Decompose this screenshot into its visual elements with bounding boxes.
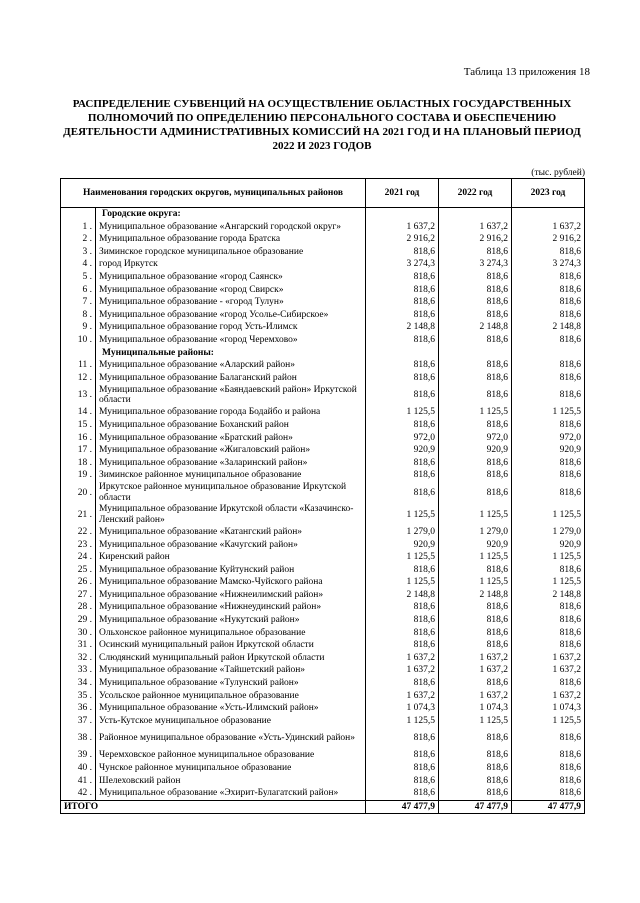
- municipality-name: Муниципальное образование «Жигаловский район»: [96, 444, 366, 457]
- cell-2023: 818,6: [512, 639, 585, 652]
- cell-2023: 818,6: [512, 601, 585, 614]
- row-number: 11 .: [61, 359, 96, 372]
- cell-2023: 1 279,0: [512, 526, 585, 539]
- row-number: [61, 208, 96, 221]
- cell-2023: 1 074,3: [512, 702, 585, 715]
- cell-2023: 818,6: [512, 359, 585, 372]
- row-number: [61, 347, 96, 360]
- table-row: [61, 321, 585, 334]
- row-number: 4 .: [61, 258, 96, 271]
- row-number: 15 .: [61, 419, 96, 432]
- cell-2022: [439, 208, 512, 221]
- cell-2021: 818,6: [366, 762, 439, 775]
- header-2023: 2023 год: [512, 179, 585, 208]
- cell-2022: 1 125,5: [439, 715, 512, 728]
- cell-2021: 1 279,0: [366, 526, 439, 539]
- cell-2023: 818,6: [512, 614, 585, 627]
- municipality-name: Шелеховский район: [96, 775, 366, 788]
- cell-2022: 1 074,3: [439, 702, 512, 715]
- cell-2022: 818,6: [439, 627, 512, 640]
- cell-2021: 818,6: [366, 384, 439, 406]
- table-row: [61, 444, 585, 457]
- municipality-name: Муниципальное образование «Качугский район»: [96, 538, 366, 551]
- cell-2023: 818,6: [512, 749, 585, 762]
- table-row: [61, 457, 585, 470]
- table-row: [61, 664, 585, 677]
- cell-2021: 818,6: [366, 601, 439, 614]
- cell-2021: 818,6: [366, 727, 439, 749]
- cell-2023: 1 125,5: [512, 715, 585, 728]
- cell-2021: 972,0: [366, 432, 439, 445]
- row-number: 17 .: [61, 444, 96, 457]
- cell-2022: 818,6: [439, 384, 512, 406]
- municipality-name: Муниципальное образование «Аларский район»: [96, 359, 366, 372]
- row-number: 21 .: [61, 504, 96, 526]
- municipality-name: Чунское районное муниципальное образование: [96, 762, 366, 775]
- cell-2023: 1 125,5: [512, 406, 585, 419]
- row-number: 33 .: [61, 664, 96, 677]
- row-number: 16 .: [61, 432, 96, 445]
- cell-2022: 818,6: [439, 727, 512, 749]
- cell-2023: [512, 347, 585, 360]
- municipality-name: Иркутское районное муниципальное образование Иркутской области: [96, 482, 366, 504]
- row-number: 2 .: [61, 233, 96, 246]
- municipality-name: Муниципальное образование «город Свирск»: [96, 284, 366, 297]
- cell-2021: 3 274,3: [366, 258, 439, 271]
- cell-2021: 920,9: [366, 444, 439, 457]
- cell-2022: 818,6: [439, 334, 512, 347]
- municipality-name: Муниципальное образование «Ангарский городской округ»: [96, 221, 366, 234]
- cell-2022: 1 125,5: [439, 576, 512, 589]
- municipality-name: Муниципальное образование города Бодайбо и района: [96, 406, 366, 419]
- cell-2021: 1 074,3: [366, 702, 439, 715]
- row-number: 42 .: [61, 787, 96, 800]
- cell-2021: 818,6: [366, 564, 439, 577]
- municipality-name: Муниципальное образование «город Черемхово»: [96, 334, 366, 347]
- municipality-name: Муниципальное образование города Братска: [96, 233, 366, 246]
- table-row: [61, 432, 585, 445]
- cell-2021: 818,6: [366, 787, 439, 800]
- municipality-name: Слюдянский муниципальный район Иркутской области: [96, 652, 366, 665]
- cell-2021: 818,6: [366, 457, 439, 470]
- cell-2021: 818,6: [366, 296, 439, 309]
- section-row: [61, 208, 585, 221]
- cell-2023: 1 125,5: [512, 551, 585, 564]
- total-row: [61, 800, 585, 813]
- cell-2022: 1 637,2: [439, 221, 512, 234]
- table-row: [61, 406, 585, 419]
- cell-2022: 818,6: [439, 284, 512, 297]
- row-number: 25 .: [61, 564, 96, 577]
- cell-2023: 1 637,2: [512, 652, 585, 665]
- table-row: [61, 233, 585, 246]
- row-number: 26 .: [61, 576, 96, 589]
- cell-2023: 818,6: [512, 482, 585, 504]
- municipality-name: город Иркутск: [96, 258, 366, 271]
- municipality-name: Муниципальное образование «Катангский район»: [96, 526, 366, 539]
- cell-2022: 818,6: [439, 296, 512, 309]
- municipality-name: Усольское районное муниципальное образование: [96, 690, 366, 703]
- header-name: Наименования городских округов, муниципальных районов: [61, 179, 366, 208]
- cell-2021: 818,6: [366, 775, 439, 788]
- total-2023: 47 477,9: [512, 800, 585, 813]
- cell-2022: 818,6: [439, 271, 512, 284]
- cell-2021: 818,6: [366, 284, 439, 297]
- cell-2022: 1 125,5: [439, 406, 512, 419]
- cell-2022: 1 125,5: [439, 551, 512, 564]
- cell-2023: 920,9: [512, 538, 585, 551]
- table-row: [61, 359, 585, 372]
- cell-2021: 1 125,5: [366, 551, 439, 564]
- municipality-name: Киренский район: [96, 551, 366, 564]
- section-heading: Муниципальные районы:: [96, 347, 366, 360]
- cell-2023: 1 125,5: [512, 504, 585, 526]
- cell-2021: 818,6: [366, 309, 439, 322]
- cell-2022: 818,6: [439, 309, 512, 322]
- cell-2022: 920,9: [439, 444, 512, 457]
- cell-2023: 818,6: [512, 787, 585, 800]
- cell-2023: 3 274,3: [512, 258, 585, 271]
- row-number: 20 .: [61, 482, 96, 504]
- row-number: 5 .: [61, 271, 96, 284]
- municipality-name: Муниципальное образование «Эхирит-Булагатский район»: [96, 787, 366, 800]
- cell-2023: 818,6: [512, 762, 585, 775]
- cell-2021: 818,6: [366, 614, 439, 627]
- table-row: [61, 627, 585, 640]
- row-number: 30 .: [61, 627, 96, 640]
- cell-2023: 818,6: [512, 677, 585, 690]
- row-number: 23 .: [61, 538, 96, 551]
- cell-2023: 818,6: [512, 372, 585, 385]
- cell-2022: 2 148,8: [439, 321, 512, 334]
- municipality-name: Муниципальное образование «Заларинский район»: [96, 457, 366, 470]
- cell-2023: 818,6: [512, 334, 585, 347]
- cell-2022: 818,6: [439, 639, 512, 652]
- header-2021: 2021 год: [366, 179, 439, 208]
- row-number: 38 .: [61, 727, 96, 749]
- cell-2022: 2 148,8: [439, 589, 512, 602]
- cell-2021: 818,6: [366, 271, 439, 284]
- total-label: ИТОГО: [61, 800, 366, 813]
- table-row: [61, 221, 585, 234]
- cell-2021: [366, 347, 439, 360]
- row-number: 7 .: [61, 296, 96, 309]
- cell-2023: 1 637,2: [512, 690, 585, 703]
- table-row: [61, 690, 585, 703]
- cell-2021: 818,6: [366, 639, 439, 652]
- municipality-name: Муниципальное образование Балаганский район: [96, 372, 366, 385]
- cell-2023: 818,6: [512, 384, 585, 406]
- row-number: 35 .: [61, 690, 96, 703]
- row-number: 6 .: [61, 284, 96, 297]
- units-label: (тыс. рублей): [531, 168, 585, 178]
- cell-2021: 1 637,2: [366, 664, 439, 677]
- cell-2021: 818,6: [366, 419, 439, 432]
- table-row: [61, 504, 585, 526]
- cell-2022: 818,6: [439, 601, 512, 614]
- cell-2021: 818,6: [366, 627, 439, 640]
- table-row: [61, 296, 585, 309]
- cell-2021: 1 637,2: [366, 221, 439, 234]
- table-row: [61, 334, 585, 347]
- table-row: [61, 614, 585, 627]
- section-heading: Городские округа:: [96, 208, 366, 221]
- cell-2022: 818,6: [439, 787, 512, 800]
- cell-2023: 920,9: [512, 444, 585, 457]
- row-number: 19 .: [61, 469, 96, 482]
- table-row: [61, 469, 585, 482]
- cell-2021: 818,6: [366, 334, 439, 347]
- row-number: 22 .: [61, 526, 96, 539]
- row-number: 36 .: [61, 702, 96, 715]
- table-row: [61, 762, 585, 775]
- cell-2022: 818,6: [439, 372, 512, 385]
- cell-2021: 2 148,8: [366, 321, 439, 334]
- municipality-name: Усть-Кутское муниципальное образование: [96, 715, 366, 728]
- municipality-name: Муниципальное образование «город Усолье-Сибирское»: [96, 309, 366, 322]
- cell-2022: 818,6: [439, 246, 512, 259]
- table-row: [61, 677, 585, 690]
- cell-2021: 920,9: [366, 538, 439, 551]
- row-number: 9 .: [61, 321, 96, 334]
- cell-2022: 818,6: [439, 762, 512, 775]
- table-row: [61, 749, 585, 762]
- row-number: 13 .: [61, 384, 96, 406]
- subsidies-table: [60, 178, 585, 814]
- cell-2023: 818,6: [512, 775, 585, 788]
- section-row: [61, 347, 585, 360]
- row-number: 39 .: [61, 749, 96, 762]
- municipality-name: Муниципальное образование «Нижнеилимский район»: [96, 589, 366, 602]
- cell-2023: 1 637,2: [512, 664, 585, 677]
- table-row: [61, 538, 585, 551]
- table-row: [61, 482, 585, 504]
- cell-2023: 1 637,2: [512, 221, 585, 234]
- cell-2022: 3 274,3: [439, 258, 512, 271]
- cell-2022: 1 637,2: [439, 690, 512, 703]
- cell-2022: [439, 347, 512, 360]
- table-row: [61, 589, 585, 602]
- cell-2023: 1 125,5: [512, 576, 585, 589]
- cell-2021: 1 637,2: [366, 690, 439, 703]
- total-2021: 47 477,9: [366, 800, 439, 813]
- table-row: [61, 775, 585, 788]
- cell-2021: 818,6: [366, 677, 439, 690]
- table-row: [61, 551, 585, 564]
- municipality-name: Муниципальное образование «Баяндаевский район» Иркутской области: [96, 384, 366, 406]
- cell-2023: 818,6: [512, 296, 585, 309]
- municipality-name: Муниципальное образование «Нижнеудинский район»: [96, 601, 366, 614]
- row-number: 37 .: [61, 715, 96, 728]
- cell-2023: 818,6: [512, 469, 585, 482]
- cell-2022: 818,6: [439, 457, 512, 470]
- cell-2022: 972,0: [439, 432, 512, 445]
- table-header-row: [61, 179, 585, 208]
- cell-2021: 818,6: [366, 749, 439, 762]
- row-number: 40 .: [61, 762, 96, 775]
- cell-2023: 818,6: [512, 727, 585, 749]
- cell-2021: 818,6: [366, 372, 439, 385]
- table-caption: Таблица 13 приложения 18: [463, 66, 590, 78]
- table-row: [61, 601, 585, 614]
- table-row: [61, 271, 585, 284]
- header-2022: 2022 год: [439, 179, 512, 208]
- municipality-name: Зиминское городское муниципальное образование: [96, 246, 366, 259]
- cell-2021: [366, 208, 439, 221]
- row-number: 32 .: [61, 652, 96, 665]
- cell-2023: 818,6: [512, 564, 585, 577]
- cell-2022: 920,9: [439, 538, 512, 551]
- cell-2021: 1 637,2: [366, 652, 439, 665]
- municipality-name: Муниципальное образование Иркутской области «Казачинско-Ленский район»: [96, 504, 366, 526]
- cell-2021: 2 148,8: [366, 589, 439, 602]
- table-row: [61, 715, 585, 728]
- cell-2023: 2 148,8: [512, 589, 585, 602]
- row-number: 29 .: [61, 614, 96, 627]
- cell-2023: 818,6: [512, 246, 585, 259]
- table-row: [61, 309, 585, 322]
- table-row: [61, 702, 585, 715]
- cell-2021: 1 125,5: [366, 504, 439, 526]
- municipality-name: Муниципальное образование «Усть-Илимский район»: [96, 702, 366, 715]
- table-row: [61, 639, 585, 652]
- cell-2023: 818,6: [512, 309, 585, 322]
- table-row: [61, 787, 585, 800]
- row-number: 34 .: [61, 677, 96, 690]
- cell-2022: 1 279,0: [439, 526, 512, 539]
- row-number: 41 .: [61, 775, 96, 788]
- cell-2023: [512, 208, 585, 221]
- cell-2022: 818,6: [439, 469, 512, 482]
- row-number: 8 .: [61, 309, 96, 322]
- document-title: РАСПРЕДЕЛЕНИЕ СУБВЕНЦИЙ НА ОСУЩЕСТВЛЕНИЕ ОБЛАСТНЫХ ГОСУДАРСТВЕННЫХ ПОЛНОМОЧИЙ ПО ОПРЕДЕЛЕНИЮ ПЕРСОНАЛЬНОГО СОСТАВА И ОБЕСПЕЧЕНИЮ ДЕЯТЕЛЬНОСТИ АДМИНИСТРАТИВНЫХ КОМИССИЙ НА 2021 ГОД И НА ПЛАНОВЫЙ ПЕРИОД 2022 И 2023 ГОДОВ: [63, 98, 581, 152]
- cell-2021: 818,6: [366, 482, 439, 504]
- row-number: 10 .: [61, 334, 96, 347]
- municipality-name: Муниципальное образование город Усть-Илимск: [96, 321, 366, 334]
- municipality-name: Районное муниципальное образование «Усть-Удинский район»: [96, 727, 366, 749]
- table-row: [61, 526, 585, 539]
- table-row: [61, 652, 585, 665]
- municipality-name: Муниципальное образование «Тулунский район»: [96, 677, 366, 690]
- row-number: 3 .: [61, 246, 96, 259]
- cell-2023: 818,6: [512, 284, 585, 297]
- table-row: [61, 419, 585, 432]
- table-row: [61, 576, 585, 589]
- cell-2023: 2 916,2: [512, 233, 585, 246]
- cell-2021: 1 125,5: [366, 406, 439, 419]
- cell-2022: 818,6: [439, 564, 512, 577]
- total-2022: 47 477,9: [439, 800, 512, 813]
- municipality-name: Муниципальное образование Куйтунский район: [96, 564, 366, 577]
- cell-2022: 1 637,2: [439, 664, 512, 677]
- municipality-name: Ольхонское районное муниципальное образование: [96, 627, 366, 640]
- row-number: 31 .: [61, 639, 96, 652]
- cell-2022: 818,6: [439, 419, 512, 432]
- municipality-name: Муниципальное образование - «город Тулун»: [96, 296, 366, 309]
- cell-2022: 818,6: [439, 749, 512, 762]
- municipality-name: Муниципальное образование «Нукутский район»: [96, 614, 366, 627]
- cell-2021: 818,6: [366, 469, 439, 482]
- cell-2021: 818,6: [366, 246, 439, 259]
- cell-2022: 818,6: [439, 614, 512, 627]
- cell-2021: 2 916,2: [366, 233, 439, 246]
- row-number: 12 .: [61, 372, 96, 385]
- municipality-name: Муниципальное образование «город Саянск»: [96, 271, 366, 284]
- table-row: [61, 258, 585, 271]
- municipality-name: Муниципальное образование Боханский район: [96, 419, 366, 432]
- cell-2021: 818,6: [366, 359, 439, 372]
- table-row: [61, 372, 585, 385]
- cell-2022: 818,6: [439, 775, 512, 788]
- cell-2022: 818,6: [439, 677, 512, 690]
- row-number: 27 .: [61, 589, 96, 602]
- table-row: [61, 384, 585, 406]
- cell-2023: 2 148,8: [512, 321, 585, 334]
- cell-2022: 1 125,5: [439, 504, 512, 526]
- cell-2021: 1 125,5: [366, 576, 439, 589]
- municipality-name: Осинский муниципальный район Иркутской области: [96, 639, 366, 652]
- row-number: 1 .: [61, 221, 96, 234]
- table-row: [61, 564, 585, 577]
- cell-2023: 818,6: [512, 271, 585, 284]
- municipality-name: Черемховское районное муниципальное образование: [96, 749, 366, 762]
- municipality-name: Муниципальное образование «Тайшетский район»: [96, 664, 366, 677]
- row-number: 28 .: [61, 601, 96, 614]
- cell-2021: 1 125,5: [366, 715, 439, 728]
- row-number: 14 .: [61, 406, 96, 419]
- cell-2022: 818,6: [439, 482, 512, 504]
- table-row: [61, 284, 585, 297]
- cell-2023: 972,0: [512, 432, 585, 445]
- table-row: [61, 727, 585, 749]
- cell-2022: 1 637,2: [439, 652, 512, 665]
- municipality-name: Муниципальное образование «Братский район»: [96, 432, 366, 445]
- cell-2023: 818,6: [512, 419, 585, 432]
- cell-2022: 2 916,2: [439, 233, 512, 246]
- municipality-name: Муниципальное образование Мамско-Чуйского района: [96, 576, 366, 589]
- row-number: 18 .: [61, 457, 96, 470]
- table-row: [61, 246, 585, 259]
- cell-2022: 818,6: [439, 359, 512, 372]
- table-body: [61, 208, 585, 801]
- municipality-name: Зиминское районное муниципальное образование: [96, 469, 366, 482]
- row-number: 24 .: [61, 551, 96, 564]
- cell-2023: 818,6: [512, 457, 585, 470]
- cell-2023: 818,6: [512, 627, 585, 640]
